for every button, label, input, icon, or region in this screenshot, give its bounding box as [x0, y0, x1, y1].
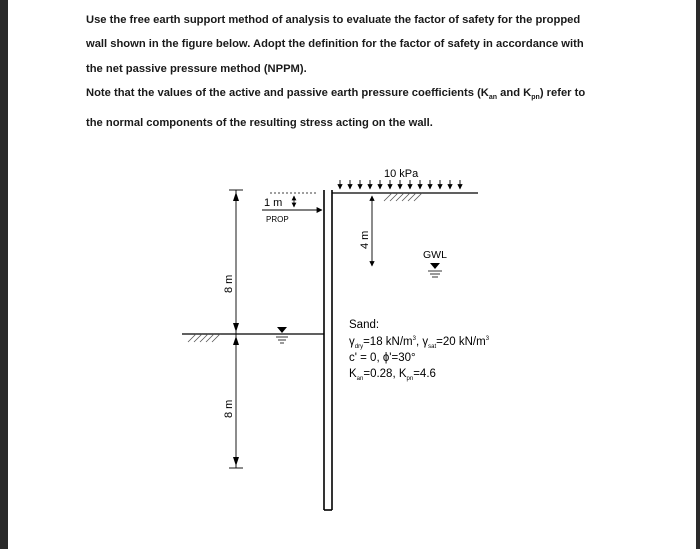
excavation-level — [182, 327, 324, 343]
problem-line-1: Use the free earth support method of analysis to evaluate the factor of safety for the propped — [86, 14, 581, 26]
prop-label: PROP — [266, 215, 289, 224]
soil-name: Sand: — [349, 319, 380, 331]
soil-properties — [349, 319, 490, 382]
problem-line-4: Note that the values of the active and passive earth pressure coefficients ($K_{an}$ and $K_{pn}$) refer to — [86, 87, 586, 102]
problem-line-3: the net passive pressure method (NPPM). — [86, 62, 307, 75]
problem-line-5: the normal components of the resulting stress acting on the wall. — [86, 116, 433, 129]
problem-line-2: wall shown in the figure below. Adopt the definition for the factor of safety in accordance with — [86, 38, 584, 51]
upper-depth-label: 8 m — [223, 274, 235, 293]
retained-ground-surface — [332, 193, 478, 201]
surcharge-arrows — [340, 180, 460, 189]
lower-depth-label: 8 m — [223, 399, 235, 418]
soil-coefficients: $K_{an}=0.28$, $K_{pn}=4.6$ — [349, 368, 436, 382]
gwl-depth-label: 4 m — [359, 230, 371, 249]
gwl-symbol — [428, 263, 442, 277]
sheet-pile-wall — [324, 190, 332, 510]
depth-dimension-line — [229, 190, 243, 468]
soil-unit-weights: $\gamma_{dry}=18$ $kN/m^3$, $\gamma_{sat}=20$ $kN/m^3$ — [349, 336, 490, 350]
gwl-label: GWL — [423, 249, 447, 261]
soil-strength: c' = 0, ϕ'=30° — [349, 352, 416, 364]
prop-depth-label: 1 m — [264, 197, 283, 209]
surcharge-label: 10 kPa — [384, 168, 419, 180]
